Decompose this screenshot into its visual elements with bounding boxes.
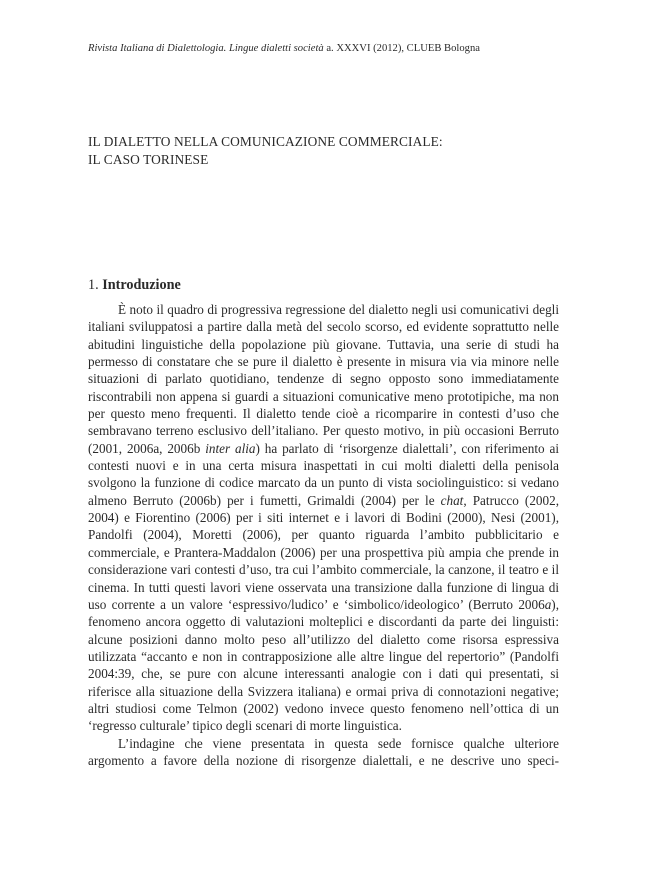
journal-title: Rivista Italiana di Dialettologia. Lingue dialetti società	[88, 43, 324, 54]
italic-term: a	[544, 596, 552, 612]
journal-issue-details: a. XXXVI (2012), CLUEB Bologna	[323, 43, 480, 54]
body-text	[88, 301, 559, 769]
article-title	[88, 133, 568, 168]
text-segment: , Patrucco (2002, 2004) e Fiorentino (2006) per i siti internet e i lavori di Bodini (2000), Nesi (2001), Pandolfi (2004), Moretti (2006), per quanto riguarda l’ambito pubblicitario e commerciale, e Prantera-Maddalon (2006) per una prospettiva più ampia che prende in considerazione vari contesti d’uso, tra cui l’ambito commerciale, la canzone, il teatro e il cinema. In tutti questi lavori viene osservata una transizione dalla funzione di lingua di uso corrente a un valore ‘espressivo/ludico’ e ‘simbolico/ideologico’ (Berruto 2006	[88, 492, 559, 612]
article-title-line-1: IL DIALETTO NELLA COMUNICAZIONE COMMERCIALE:	[88, 134, 443, 149]
section-number: 1.	[88, 277, 103, 293]
italic-term: chat	[440, 492, 464, 508]
text-segment: L’indagine che viene presentata in questa sede fornisce qualche ulteriore argomento a favore della nozione di risorgenze dialettali, e ne descrive uno speci-	[88, 735, 559, 768]
article-title-line-2: IL CASO TORINESE	[88, 151, 209, 167]
paragraph-1	[88, 301, 559, 735]
italic-term: inter alia	[205, 440, 256, 456]
text-segment: ), fenomeno ancora oggetto di valutazioni molteplici e discordanti da parte dei linguisti: alcune posizioni danno molto peso all’utilizzo del dialetto come risorsa espressiva utilizzata “accanto e non in contrapposizione alle altre lingue del repertorio” (Pandolfi 2004:39, che, se pure con alcune interessanti analogie con i dati qui presentati, si riferisce alla situazione della Svizzera italiana) e ormai priva di connotazioni negative; altri studiosi come Telmon (2002) vedono invece questo fenomeno nell’ottica di un ‘regresso culturale’ tipico degli scenari di morte linguistica.	[88, 596, 559, 734]
running-head	[88, 42, 568, 56]
section-heading	[88, 276, 181, 294]
section-title: Introduzione	[102, 277, 181, 293]
text-segment: ) ha parlato di ‘risorgenze dialettali’, con riferimento ai contesti nuovi e in una certa misura inaspettati in cui molti dialetti della penisola svolgono la funzione di codice marcato da un punto di vista sociolinguistico: si vedano almeno Berruto (2006b) per i fumetti, Grimaldi (2004) per le	[88, 440, 559, 508]
text-segment: È noto il quadro di progressiva regressione del dialetto negli usi comunicativi degli italiani sviluppatosi a partire dalla metà del secolo scorso, ed evidente soprattutto nelle abitudini linguistiche della popolazione più giovane. Tuttavia, una serie di studi ha permesso di constatare che se pure il dialetto è presente in misura via via minore nelle situazioni di parlato quotidiano, tendenze di segno opposto sono immediatamente riscontrabili non appena si guardi a situazioni comunicative meno prototipiche, ma non per questo meno frequenti. Il dialetto tende cioè a ricomparire in contesti d’uso che sembravano terreno esclusivo dell’italiano. Per questo motivo, in più occasioni Berruto (2001, 2006a, 2006b	[88, 302, 559, 456]
paragraph-2	[88, 735, 559, 770]
